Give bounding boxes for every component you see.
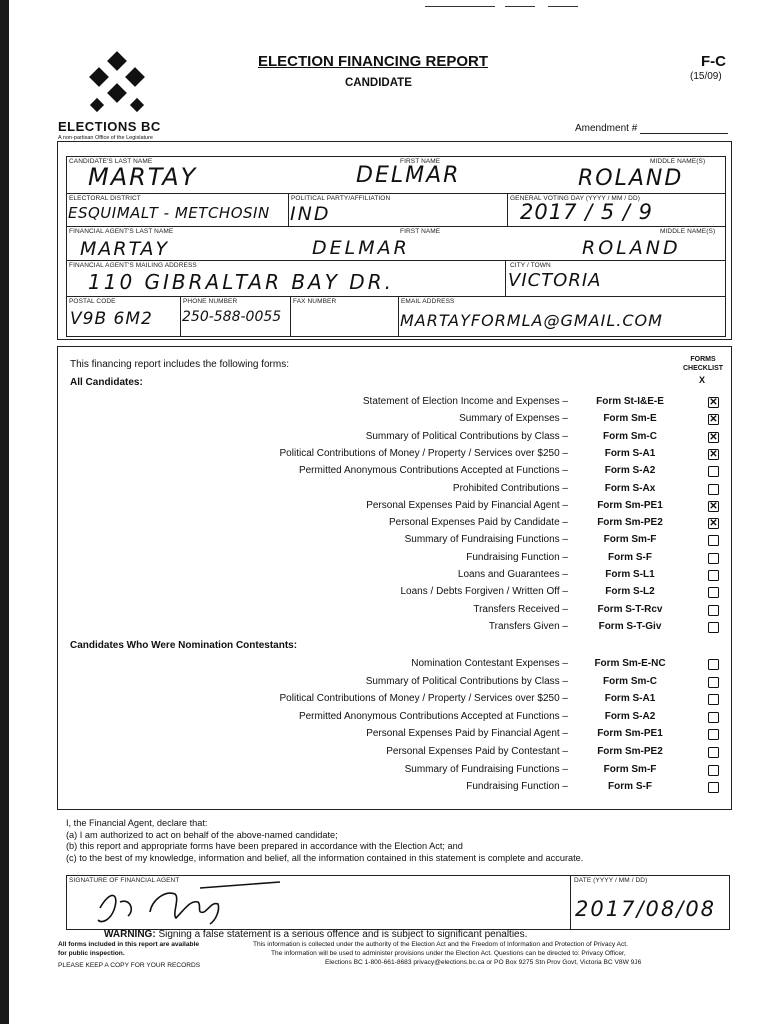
form-checklist-row xyxy=(70,550,730,567)
form-code-label: Form S-T-Giv xyxy=(598,620,662,632)
footer-right-2: The information will be used to administer provisions under the Election Act. Questions can be directed to: Privacy Officer, xyxy=(271,950,626,957)
form-description: Fundraising Function – xyxy=(466,781,568,793)
amendment-label: Amendment # xyxy=(575,123,638,134)
candidate-first-name-value[interactable]: DELMAR xyxy=(356,163,461,188)
unchecked-checkbox[interactable] xyxy=(708,747,719,758)
form-code-label: Form S-F xyxy=(608,781,652,793)
unchecked-checkbox[interactable] xyxy=(708,712,719,723)
form-description: Transfers Received – xyxy=(473,603,568,615)
unchecked-checkbox[interactable] xyxy=(708,659,719,670)
mailing-address-value[interactable]: 110 GIBRALTAR BAY DR. xyxy=(88,270,394,294)
form-description: Personal Expenses Paid by Financial Agent – xyxy=(366,728,568,740)
form-code: F-C xyxy=(701,53,726,70)
logo-tagline: A non-partisan Office of the Legislature xyxy=(58,135,153,141)
unchecked-checkbox[interactable] xyxy=(708,765,719,776)
form-description: Prohibited Contributions – xyxy=(452,482,568,494)
col-line xyxy=(505,260,506,296)
date-label: DATE (YYYY / MM / DD) xyxy=(574,877,648,884)
declaration-line-b: (b) this report and appropriate forms have been prepared in accordance with the Election Act; and xyxy=(66,841,463,851)
electoral-district-value[interactable]: ESQUIMALT - METCHOSIN xyxy=(68,204,270,222)
form-code-label: Form Sm-E xyxy=(603,413,657,425)
form-checklist-row xyxy=(70,691,730,708)
form-checklist-row xyxy=(70,429,730,446)
scan-mark xyxy=(425,6,495,7)
phone-label: PHONE NUMBER xyxy=(183,298,238,305)
form-code-label: Form S-A2 xyxy=(604,465,656,477)
agent-last-name-value[interactable]: MARTAY xyxy=(80,238,170,260)
candidate-middle-name-label: MIDDLE NAME(S) xyxy=(650,158,706,165)
form-description: Political Contributions of Money / Property / Services over $250 – xyxy=(279,693,568,705)
agent-first-name-label: FIRST NAME xyxy=(400,228,441,235)
form-checklist-row xyxy=(70,498,730,515)
voting-day-value[interactable]: 2017 / 5 / 9 xyxy=(520,200,654,224)
form-subtitle: CANDIDATE xyxy=(345,77,412,89)
warning-rest: Signing a false statement is a serious offence and is subject to significant penalties. xyxy=(158,929,528,940)
form-checklist-row xyxy=(70,726,730,743)
form-description: Permitted Anonymous Contributions Accepted at Functions – xyxy=(298,465,568,477)
form-code-label: Form Sm-PE2 xyxy=(597,746,663,757)
form-checklist-row xyxy=(70,762,730,779)
amendment-line xyxy=(640,133,728,134)
footer-right-1: This information is collected under the authority of the Election Act and the Freedom of Information and Protection of Privacy Act. xyxy=(253,941,628,948)
form-code-label: Form S-A1 xyxy=(604,693,656,705)
form-code-label: Form Sm-F xyxy=(603,763,657,775)
candidate-last-name-label: CANDIDATE'S LAST NAME xyxy=(69,158,153,165)
checked-checkbox[interactable]: ✕ xyxy=(709,500,718,512)
mailing-address-label: FINANCIAL AGENT'S MAILING ADDRESS xyxy=(69,262,197,269)
inner-box-left xyxy=(66,156,67,336)
form-description: Political Contributions of Money / Property / Services over $250 – xyxy=(279,447,568,459)
form-checklist-row xyxy=(70,463,730,480)
elections-bc-logo xyxy=(78,48,158,120)
form-checklist-row xyxy=(70,532,730,549)
postal-code-value[interactable]: V9B 6M2 xyxy=(70,309,153,329)
agent-middle-name-value[interactable]: ROLAND xyxy=(582,237,681,259)
unchecked-checkbox[interactable] xyxy=(708,553,719,564)
form-description: Statement of Election Income and Expenses – xyxy=(362,396,568,407)
unchecked-checkbox[interactable] xyxy=(708,484,719,495)
row-line xyxy=(66,193,726,194)
form-code-label: Form S-A1 xyxy=(604,447,656,459)
phone-value[interactable]: 250-588-0055 xyxy=(182,309,282,325)
footer-right-3: Elections BC 1-800-661-8683 privacy@elections.bc.ca or PO Box 9275 Stn Prov Govt, Victoria BC V8W 9J6 xyxy=(325,959,642,966)
warning-text xyxy=(104,929,527,940)
declaration-line-c: (c) to the best of my knowledge, information and belief, all the information contained in this statement is complete and accurate. xyxy=(66,853,584,863)
unchecked-checkbox[interactable] xyxy=(708,535,719,546)
checked-checkbox[interactable]: ✕ xyxy=(709,518,718,530)
form-description: Loans / Debts Forgiven / Written Off – xyxy=(400,586,568,598)
checked-checkbox[interactable]: ✕ xyxy=(709,431,718,443)
form-checklist-row xyxy=(70,619,730,636)
agent-first-name-value[interactable]: DELMAR xyxy=(312,237,410,259)
footer-left-2: for public inspection. xyxy=(58,950,125,957)
candidate-last-name-value[interactable]: MARTAY xyxy=(88,163,198,191)
form-description: Fundraising Function – xyxy=(466,551,568,563)
row-line xyxy=(66,296,726,297)
postal-code-label: POSTAL CODE xyxy=(69,298,116,305)
unchecked-checkbox[interactable] xyxy=(708,694,719,705)
all-candidates-title: All Candidates: xyxy=(70,377,143,388)
inner-box-right xyxy=(725,156,726,336)
form-checklist-row xyxy=(70,779,730,796)
form-checklist-row xyxy=(70,394,730,411)
form-code-label: Form Sm-PE1 xyxy=(597,728,663,740)
form-description: Nomination Contestant Expenses – xyxy=(411,658,568,669)
form-code-label: Form S-A2 xyxy=(604,710,656,722)
warning-bold: WARNING: xyxy=(104,929,156,940)
city-value[interactable]: VICTORIA xyxy=(508,270,602,291)
candidate-first-name-label: FIRST NAME xyxy=(400,158,441,165)
form-code-label: Form Sm-C xyxy=(603,430,657,442)
party-value[interactable]: IND xyxy=(290,203,331,225)
checked-checkbox[interactable]: ✕ xyxy=(709,414,718,426)
form-code-label: Form Sm-PE1 xyxy=(597,499,663,511)
declaration-line-a: (a) I am authorized to act on behalf of the above-named candidate; xyxy=(66,830,338,840)
footer-left-1: All forms included in this report are available xyxy=(58,941,200,948)
voting-day-label: GENERAL VOTING DAY (YYYY / MM / DD) xyxy=(510,195,641,202)
form-checklist-row xyxy=(70,446,730,463)
form-checklist-row xyxy=(70,744,730,761)
row-line xyxy=(66,260,726,261)
form-version: (15/09) xyxy=(690,71,722,82)
unchecked-checkbox[interactable] xyxy=(708,782,719,793)
email-value[interactable]: MARTAYFORMLA@GMAIL.COM xyxy=(400,311,663,330)
form-checklist-row xyxy=(70,567,730,584)
form-description: Summary of Political Contributions by Class – xyxy=(365,675,568,687)
form-title: ELECTION FINANCING REPORT xyxy=(258,53,489,70)
checklist-header-2: CHECKLIST xyxy=(682,365,724,372)
agent-middle-name-label: MIDDLE NAME(S) xyxy=(660,228,716,235)
form-code-label: Form S-L2 xyxy=(605,586,655,598)
candidate-middle-name-value[interactable]: ROLAND xyxy=(578,166,684,191)
form-description: Personal Expenses Paid by Contestant – xyxy=(386,746,568,757)
unchecked-checkbox[interactable] xyxy=(708,622,719,633)
agent-last-name-label: FINANCIAL AGENT'S LAST NAME xyxy=(69,228,174,235)
fax-label: FAX NUMBER xyxy=(293,298,337,305)
form-checklist-row xyxy=(70,656,730,673)
form-description: Permitted Anonymous Contributions Accepted at Functions – xyxy=(298,710,568,722)
page-edge xyxy=(0,0,9,1024)
col-line xyxy=(290,296,291,336)
form-code-label: Form Sm-C xyxy=(603,675,657,687)
form-description: Summary of Political Contributions by Class – xyxy=(365,430,568,442)
signature-date-divider xyxy=(570,875,571,930)
party-label: POLITICAL PARTY/AFFILIATION xyxy=(291,195,391,202)
unchecked-checkbox[interactable] xyxy=(708,605,719,616)
forms-intro: This financing report includes the following forms: xyxy=(70,359,289,370)
signature-graphic xyxy=(80,880,280,930)
electoral-district-label: ELECTORAL DISTRICT xyxy=(69,195,141,202)
checked-checkbox[interactable]: ✕ xyxy=(709,448,718,460)
form-code-label: Form S-L1 xyxy=(605,569,655,580)
form-code-label: Form S-F xyxy=(608,551,652,563)
scan-mark xyxy=(548,6,578,7)
col-line xyxy=(398,296,399,336)
form-code-label: Form Sm-E-NC xyxy=(594,658,666,669)
signature-label: SIGNATURE OF FINANCIAL AGENT xyxy=(69,877,180,884)
form-description: Summary of Expenses – xyxy=(459,413,568,425)
checked-checkbox[interactable]: ✕ xyxy=(709,397,718,408)
scan-mark xyxy=(505,6,535,7)
col-line xyxy=(180,296,181,336)
form-description: Transfers Given – xyxy=(488,620,568,632)
unchecked-checkbox[interactable] xyxy=(708,587,719,598)
row-line xyxy=(66,336,726,337)
form-code-label: Form St-I&E-E xyxy=(596,396,664,407)
date-value[interactable]: 2017/08/08 xyxy=(575,897,717,921)
form-checklist-row xyxy=(70,481,730,498)
form-description: Summary of Fundraising Functions – xyxy=(404,534,568,546)
unchecked-checkbox[interactable] xyxy=(708,677,719,688)
form-description: Personal Expenses Paid by Financial Agent – xyxy=(366,499,568,511)
col-line xyxy=(288,193,289,226)
form-code-label: Form S-Ax xyxy=(604,482,656,494)
email-label: EMAIL ADDRESS xyxy=(401,298,455,305)
form-checklist-row xyxy=(70,515,730,532)
form-checklist-row xyxy=(70,674,730,691)
form-checklist-row xyxy=(70,602,730,619)
form-checklist-row xyxy=(70,411,730,428)
form-description: Summary of Fundraising Functions – xyxy=(404,763,568,775)
checklist-header-3: X xyxy=(699,375,706,385)
contestants-title: Candidates Who Were Nomination Contestants: xyxy=(70,640,298,651)
form-checklist-row xyxy=(70,584,730,601)
form-description: Personal Expenses Paid by Candidate – xyxy=(388,517,568,529)
col-line xyxy=(507,193,508,226)
form-code-label: Form Sm-PE2 xyxy=(597,517,663,529)
unchecked-checkbox[interactable] xyxy=(708,729,719,740)
form-code-label: Form Sm-F xyxy=(603,534,657,546)
inner-box-top xyxy=(66,156,726,157)
footer-left-3: PLEASE KEEP A COPY FOR YOUR RECORDS xyxy=(58,962,201,969)
form-checklist-row xyxy=(70,709,730,726)
unchecked-checkbox[interactable] xyxy=(708,466,719,477)
logo-text: ELECTIONS BC xyxy=(58,119,161,134)
declaration-intro: I, the Financial Agent, declare that: xyxy=(66,818,208,828)
row-line xyxy=(66,226,726,227)
checklist-header-1: FORMS xyxy=(690,356,716,363)
city-label: CITY / TOWN xyxy=(510,262,551,269)
unchecked-checkbox[interactable] xyxy=(708,570,719,581)
form-code-label: Form S-T-Rcv xyxy=(597,603,663,615)
form-description: Loans and Guarantees – xyxy=(457,569,568,580)
